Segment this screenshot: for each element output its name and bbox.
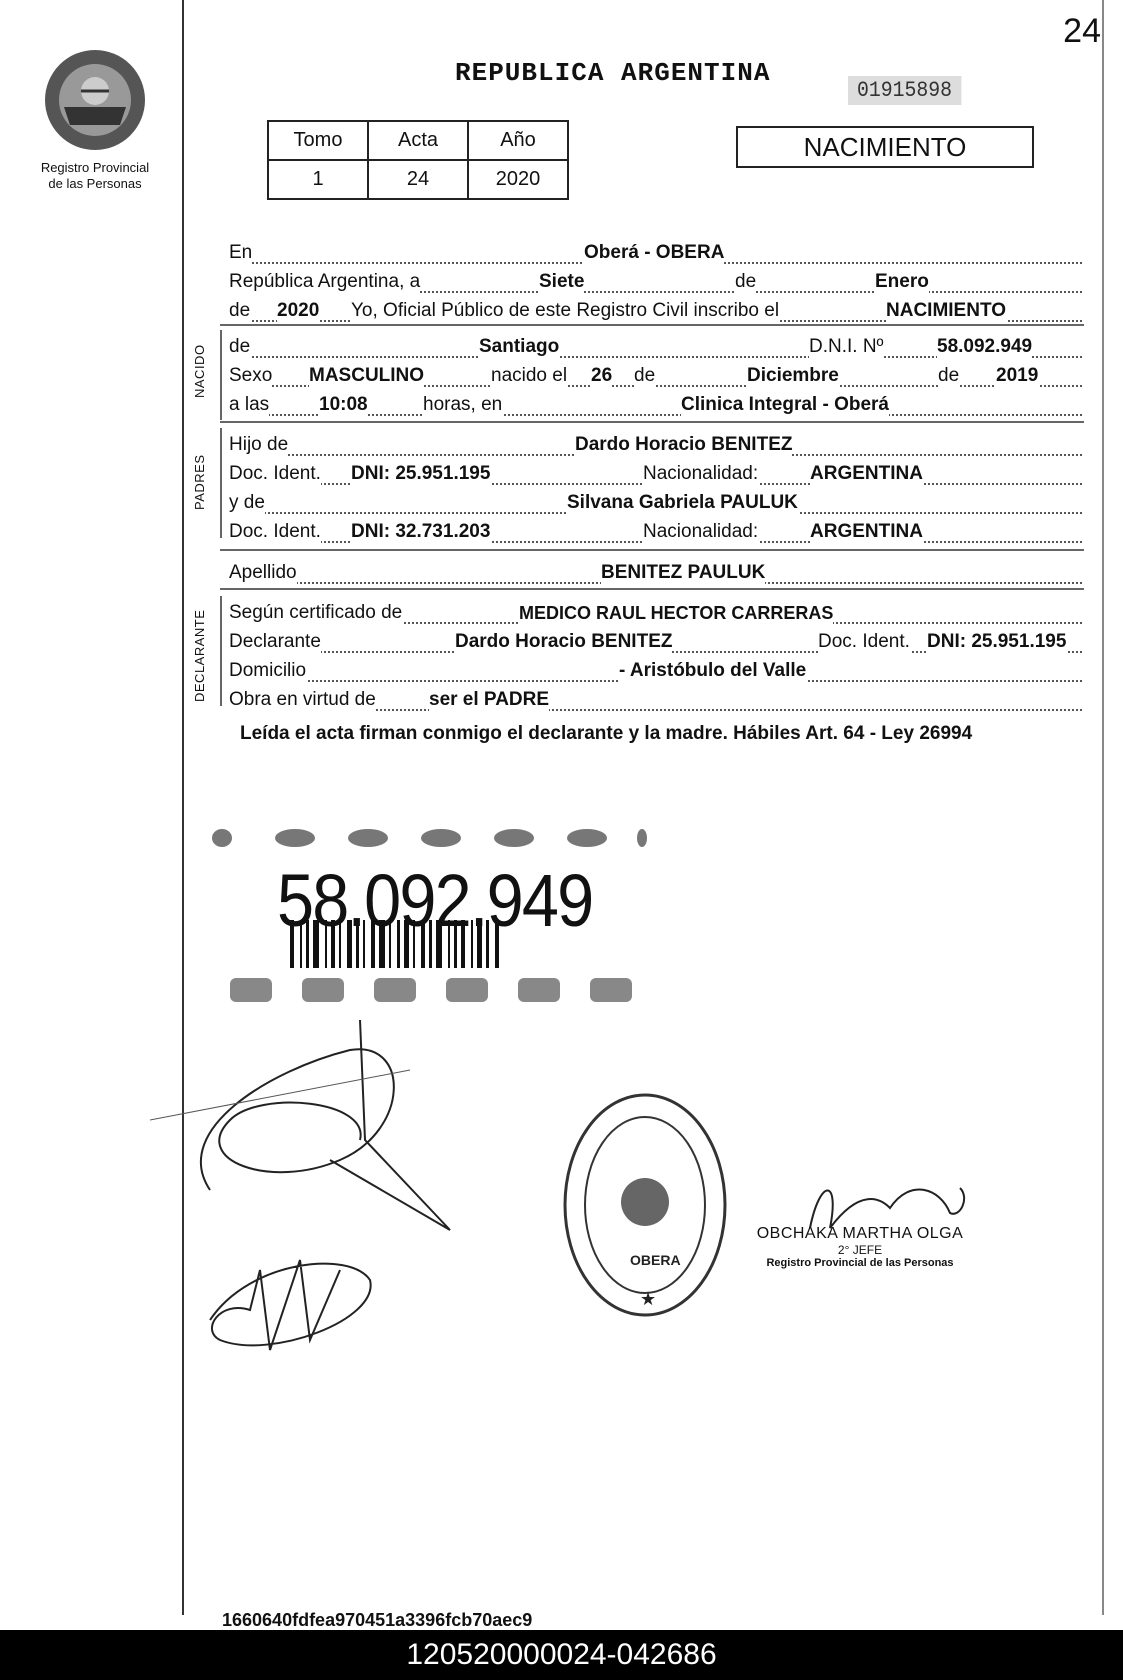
separator — [220, 588, 1084, 590]
row-sex — [229, 359, 1082, 387]
label-de-month: de — [735, 271, 757, 292]
registry-logo — [35, 45, 155, 192]
value-month: Enero — [875, 271, 929, 292]
value-act-type: NACIMIENTO — [886, 300, 1006, 321]
record-type-box: NACIMIENTO — [736, 126, 1034, 168]
value-acta: 24 — [368, 160, 468, 199]
label-domicilio: Domicilio — [229, 660, 307, 681]
record-table-value-row — [268, 160, 568, 199]
label-en: En — [229, 242, 253, 263]
value-domicile: - Aristóbulo del Valle — [619, 660, 807, 681]
label-horas: horas, en — [423, 394, 503, 415]
value-birth-month: Diciembre — [747, 365, 839, 386]
value-dni: 58.092.949 — [937, 336, 1033, 357]
value-ano: 2020 — [468, 160, 568, 199]
row-time — [229, 388, 1082, 416]
value-sex: MASCULINO — [309, 365, 425, 386]
row-en — [229, 236, 1082, 264]
label-obra: Obra en virtud de — [229, 689, 376, 710]
svg-text:★: ★ — [640, 1289, 657, 1309]
label-nationality-mother: Nacionalidad: — [643, 521, 759, 542]
row-date — [229, 265, 1082, 293]
label-de-birth-year: de — [938, 365, 960, 386]
label-doc-declarant: Doc. Ident. — [818, 631, 910, 652]
row-year — [229, 294, 1082, 322]
header-ano: Año — [468, 121, 568, 160]
label-nacido: nacido el — [491, 365, 568, 386]
label-sexo: Sexo — [229, 365, 273, 386]
registry-name-line1: Registro Provincial — [40, 160, 150, 175]
value-mother-name: Silvana Gabriela PAULUK — [567, 492, 798, 513]
official-seal-icon — [560, 1090, 730, 1320]
document-hash: 1660640fdfea970451a3396fcb70aec9 — [222, 1610, 533, 1630]
value-father-dni: DNI: 25.951.195 — [351, 463, 491, 484]
value-birth-day: 26 — [591, 365, 613, 386]
value-certificate: MEDICO RAUL HECTOR CARRERAS — [519, 603, 834, 623]
separator — [220, 324, 1084, 326]
value-surname: BENITEZ PAULUK — [601, 562, 766, 583]
signature-mother-icon — [190, 1240, 390, 1380]
row-name — [229, 330, 1082, 358]
value-father-name: Dardo Horacio BENITEZ — [575, 434, 793, 455]
value-declarant-dni: DNI: 25.951.195 — [927, 631, 1067, 652]
row-father — [229, 428, 1082, 456]
sticker-dni-number: 58.092.949 — [277, 859, 593, 942]
officer-role: 2° JEFE — [837, 1243, 883, 1257]
label-y-de: y de — [229, 492, 265, 513]
footer-barcode-number: 120520000024-042686 — [0, 1630, 1123, 1680]
value-birth-place: Clinica Integral - Oberá — [681, 394, 889, 415]
label-de-year: de — [229, 300, 251, 321]
record-table-header-row — [268, 121, 568, 160]
row-father-doc — [229, 457, 1082, 485]
row-certificate — [229, 596, 1082, 624]
section-label-padres: PADRES — [192, 454, 207, 510]
section-bar — [220, 428, 222, 538]
officer-block — [700, 1225, 1020, 1269]
seal-city-text: OBERA — [630, 1252, 681, 1268]
label-yo: Yo, Oficial Público de este Registro Civil inscribo el — [351, 300, 780, 321]
value-name: Santiago — [479, 336, 560, 357]
serial-number: 01915898 — [848, 76, 961, 105]
row-declarant — [229, 625, 1082, 653]
value-day: Siete — [539, 271, 585, 292]
page-number: 24 — [1063, 12, 1101, 50]
label-certificado: Según certificado de — [229, 602, 403, 623]
value-mother-dni: DNI: 32.731.203 — [351, 521, 491, 542]
record-table — [267, 120, 569, 200]
header-tomo: Tomo — [268, 121, 368, 160]
row-domicile — [229, 654, 1082, 682]
closing-text: Leída el acta firman conmigo el declarante y la madre. Hábiles Art. 64 - Ley 26994 — [240, 723, 973, 744]
right-margin-line — [1102, 0, 1104, 1615]
separator — [220, 549, 1084, 551]
separator — [220, 421, 1084, 423]
value-birth-year: 2019 — [996, 365, 1039, 386]
value-declarant-name: Dardo Horacio BENITEZ — [455, 631, 673, 652]
row-capacity — [229, 683, 1082, 711]
section-label-nacido: NACIDO — [192, 344, 207, 398]
value-place: Oberá - OBERA — [584, 242, 725, 263]
label-republica: República Argentina, a — [229, 271, 421, 292]
label-de-name: de — [229, 336, 251, 357]
label-apellido: Apellido — [229, 562, 297, 583]
label-doc-mother: Doc. Ident. — [229, 521, 321, 542]
label-declarante: Declarante — [229, 631, 321, 652]
label-doc-father: Doc. Ident. — [229, 463, 321, 484]
value-mother-nationality: ARGENTINA — [810, 521, 923, 542]
officer-office: Registro Provincial de las Personas — [766, 1257, 954, 1269]
provincial-seal-icon — [40, 45, 150, 155]
label-nationality-father: Nacionalidad: — [643, 463, 759, 484]
label-dni: D.N.I. Nº — [809, 336, 884, 357]
label-de-birth-month: de — [634, 365, 656, 386]
row-mother — [229, 486, 1082, 514]
row-mother-doc — [229, 515, 1082, 543]
value-tomo: 1 — [268, 160, 368, 199]
value-birth-time: 10:08 — [319, 394, 368, 415]
value-year: 2020 — [277, 300, 320, 321]
section-bar — [220, 330, 222, 420]
row-surname — [229, 556, 1082, 584]
value-capacity: ser el PADRE — [429, 689, 550, 710]
document-title: REPUBLICA ARGENTINA — [455, 58, 771, 88]
section-bar — [220, 596, 222, 706]
label-hijo: Hijo de — [229, 434, 289, 455]
registry-name-line2: de las Personas — [48, 176, 142, 191]
value-father-nationality: ARGENTINA — [810, 463, 923, 484]
header-acta: Acta — [368, 121, 468, 160]
label-a-las: a las — [229, 394, 270, 415]
officer-name: OBCHAKA MARTHA OLGA — [756, 1225, 964, 1242]
section-label-declarante: DECLARANTE — [192, 609, 207, 702]
